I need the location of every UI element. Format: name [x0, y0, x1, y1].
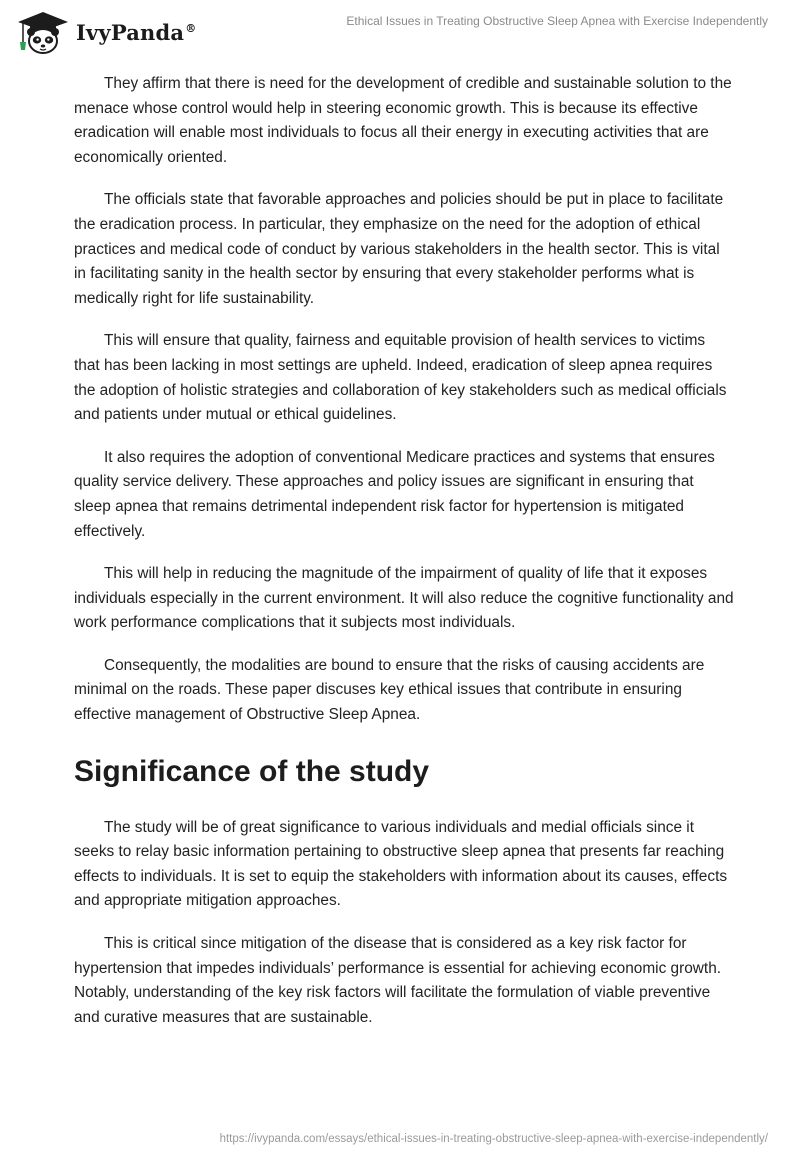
paragraph: This is critical since mitigation of the disease that is considered as a key risk factor for hypertension that impedes individuals’ performance is essential for achieving economic growth. Notably, understanding of the key risk factors will facilitate the formulation of viable preventive and curative measures that are sustainable. [74, 935, 722, 1026]
paragraph: Consequently, the modalities are bound to ensure that the risks of causing accidents are minimal on the roads. These paper discuses key ethical issues that contribute in ensuring effective management of Obstructive Sleep Apnea. [74, 656, 705, 724]
paragraph: They affirm that there is need for the development of credible and sustainable solution to the menace whose control would help in steering economic growth. This is because its effective eradication will enable most individuals to focus all their energy in executing activities that are economically oriented. [74, 75, 732, 166]
paragraph: The study will be of great significance to various individuals and medial officials since it seeks to relay basic information pertaining to obstructive sleep apnea that presents far reaching effects to individuals. It is set to equip the stakeholders with information about its causes, effects and appropriate mitigation approaches. [74, 818, 728, 910]
paragraph: This will ensure that quality, fairness and equitable provision of health services to victims that has been lacking in most settings are upheld. Indeed, eradication of sleep apnea requires the adoption of holistic strategies and collaboration of key stakeholders such as medical officials and patients under mutual or ethical guidelines. [74, 332, 727, 424]
paragraph: The officials state that favorable approaches and policies should be put in place to facilitate the eradication process. In particular, they emphasize on the need for the adoption of ethical practices and medical code of conduct by various stakeholders in the health sector. This is vital in facilitating sanity in the health sector by ensuring that every stakeholder performs what is medically right for life sustainability. [74, 191, 724, 307]
essay-body [74, 72, 734, 1048]
panda-graduate-icon [14, 8, 72, 56]
section-heading: Significance of the study [74, 754, 430, 788]
paragraph: It also requires the adoption of conventional Medicare practices and systems that ensures quality service delivery. These approaches and policy issues are significant in ensuring that sleep apnea that remains detrimental independent risk factor for hypertension is mitigated effectively. [74, 448, 715, 540]
page-header [0, 0, 800, 60]
brand-name: IvyPanda® [76, 19, 197, 45]
source-url[interactable]: https://ivypanda.com/essays/ethical-issues-in-treating-obstructive-sleep-apnea-with-exercise-independently/ [219, 1133, 768, 1145]
ivypanda-logo[interactable] [14, 8, 196, 56]
paragraph: This will help in reducing the magnitude of the impairment of quality of life that it exposes individuals especially in the current environment. It will also reduce the cognitive functionality and work performance complications that it subjects most individuals. [74, 565, 734, 632]
document-title: Ethical Issues in Treating Obstructive Sleep Apnea with Exercise Independently [346, 14, 768, 28]
